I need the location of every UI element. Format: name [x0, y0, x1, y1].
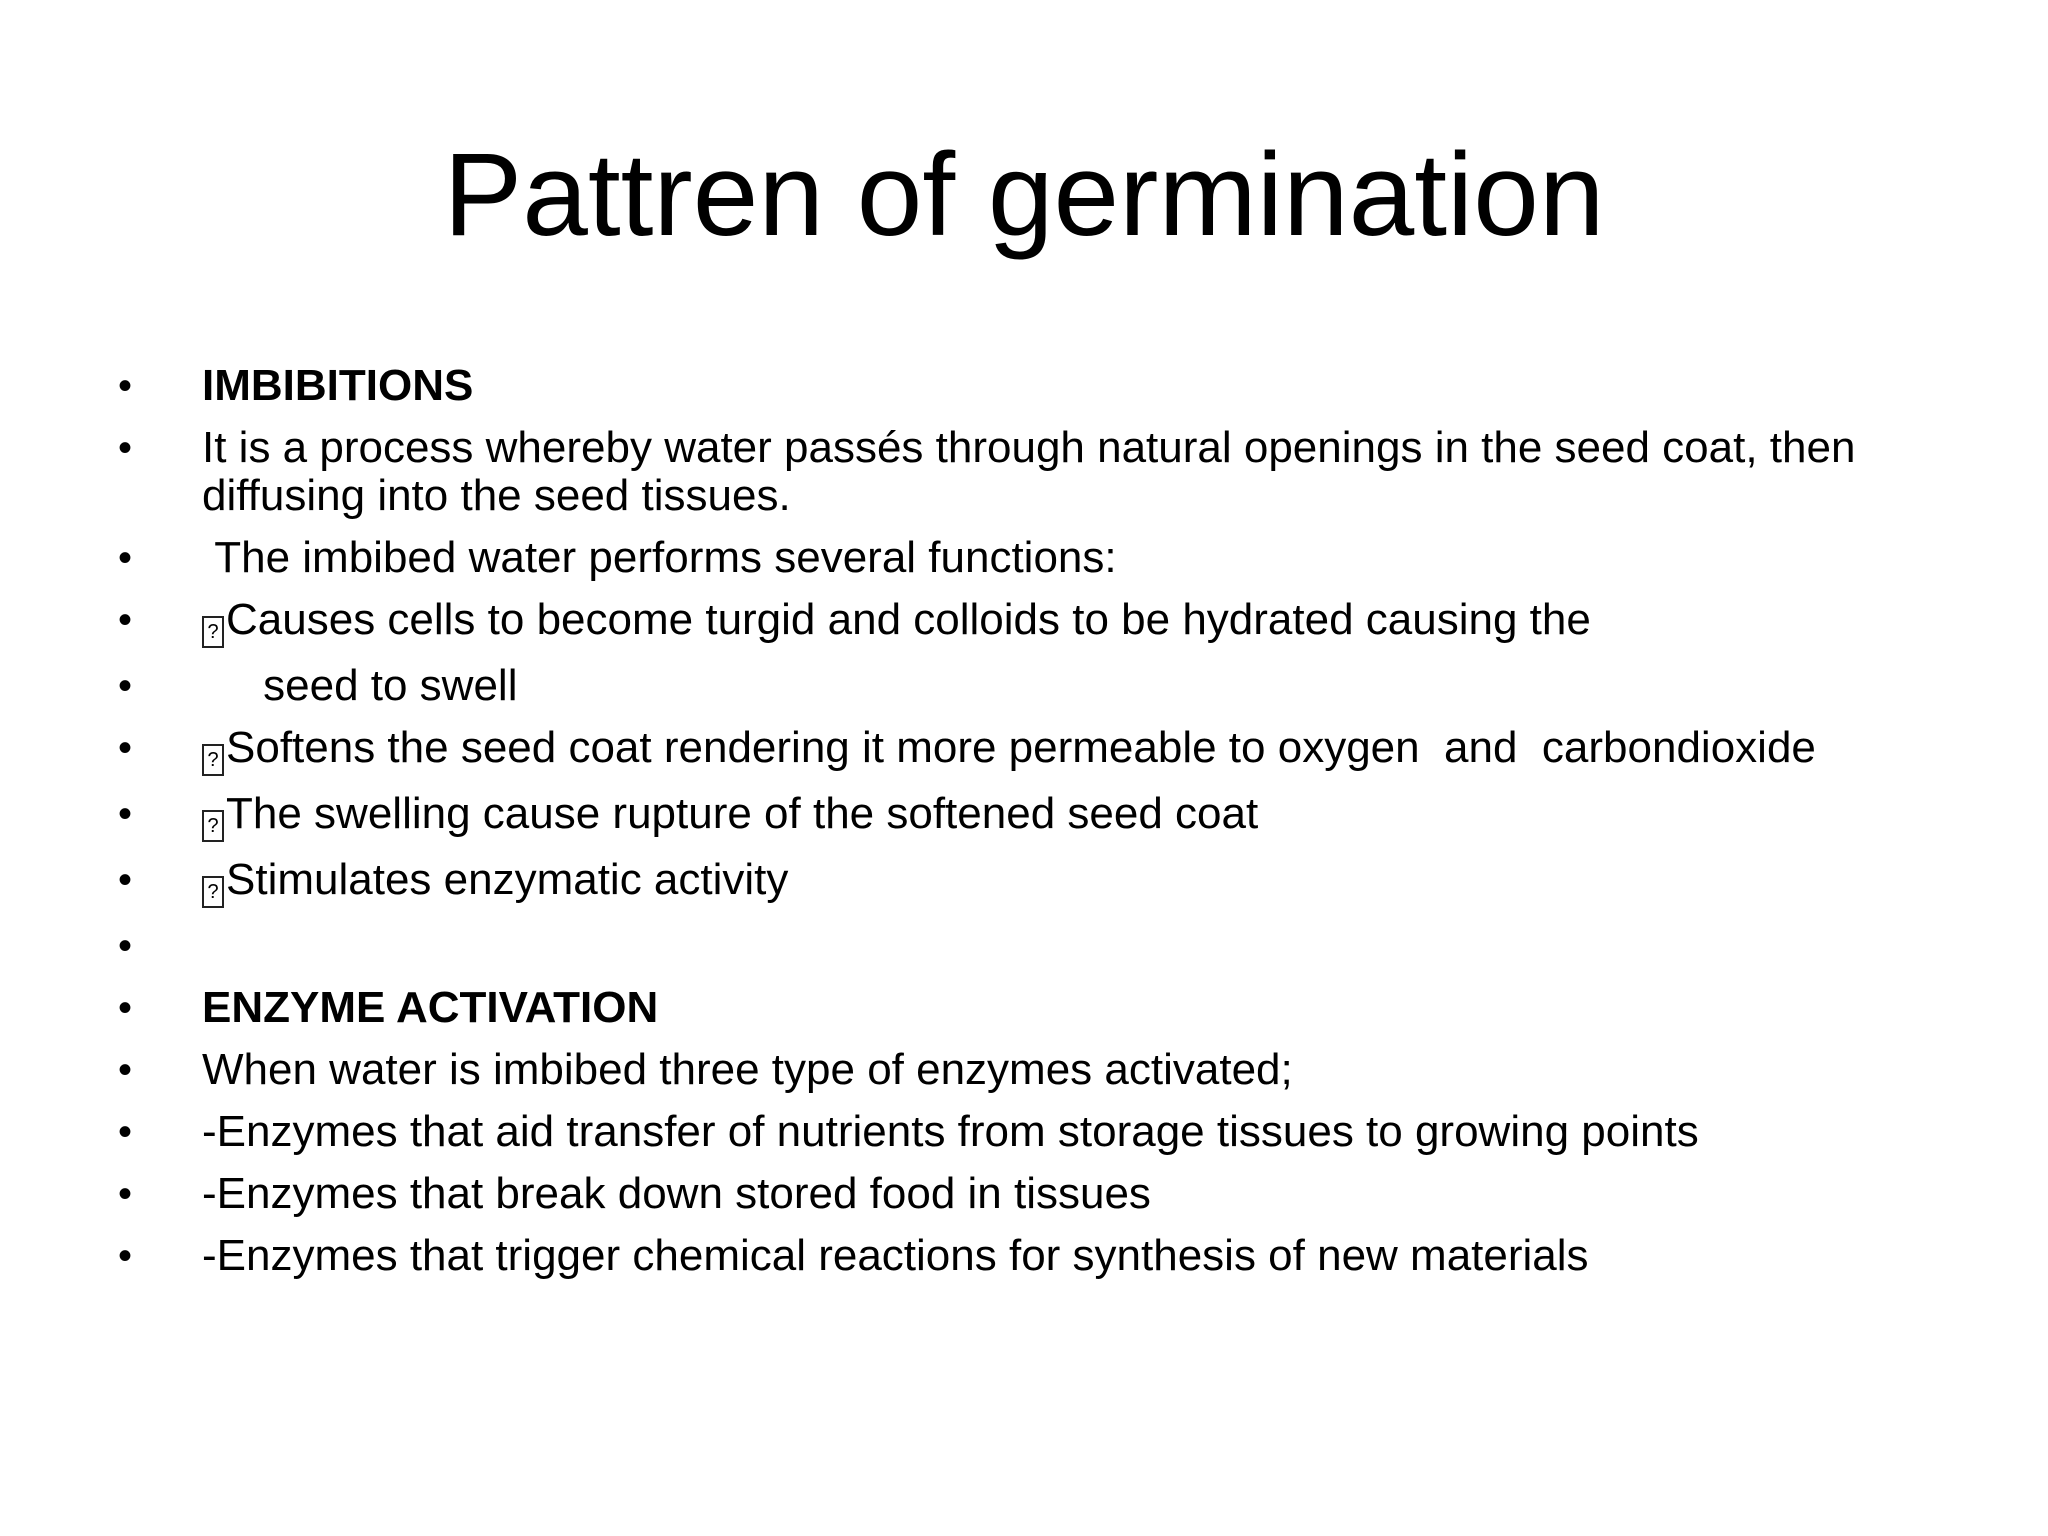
bullet-text: [202, 1170, 1978, 1218]
bullet-item: [118, 1170, 1978, 1218]
bullet-text: [202, 1232, 1978, 1280]
bullet-point-icon: •: [118, 536, 133, 580]
bullet-item: [118, 790, 1978, 842]
bullet-label: Causes cells to become turgid and colloids to be hydrated causing the: [226, 595, 1591, 644]
bullet-item: [118, 1046, 1978, 1094]
bullet-item: [118, 984, 1978, 1032]
bullet-item: [118, 534, 1978, 582]
bullet-point-icon: •: [118, 986, 133, 1030]
bullet-point-icon: •: [118, 924, 133, 968]
bullet-text: [202, 790, 1978, 842]
bullet-label: ENZYME ACTIVATION: [202, 983, 659, 1032]
bullet-point-icon: •: [118, 858, 133, 902]
slide-title: Pattren of germination: [443, 129, 1605, 261]
bullet-label: -Enzymes that trigger chemical reactions for synthesis of new materials: [202, 1231, 1589, 1280]
bullet-text: [202, 424, 1978, 520]
bullet-point-icon: •: [118, 364, 133, 408]
bullet-text: [202, 662, 1978, 710]
missing-glyph-icon: ?: [202, 744, 224, 776]
section-heading: [202, 362, 1978, 410]
bullet-item: [118, 856, 1978, 908]
bullet-text: [202, 856, 1978, 908]
bullet-point-icon: •: [118, 1172, 133, 1216]
bullet-label: It is a process whereby water passés through natural openings in the seed coat, then diffusing into the seed tissues.: [202, 423, 1868, 520]
bullet-label: -Enzymes that break down stored food in tissues: [202, 1169, 1151, 1218]
bullet-label: Softens the seed coat rendering it more permeable to oxygen and carbondioxide: [226, 723, 1816, 772]
bullet-label: When water is imbibed three type of enzymes activated;: [202, 1045, 1293, 1094]
bullet-point-icon: •: [118, 1234, 133, 1278]
bullet-label: -Enzymes that aid transfer of nutrients from storage tissues to growing points: [202, 1107, 1699, 1156]
bullet-item: [118, 922, 1978, 970]
bullet-label: IMBIBITIONS: [202, 361, 474, 410]
bullet-item: [118, 724, 1978, 776]
bullet-text: [202, 1108, 1978, 1156]
bullet-label: Stimulates enzymatic activity: [226, 855, 789, 904]
missing-glyph-icon: ?: [202, 810, 224, 842]
bullet-text: [202, 1046, 1978, 1094]
bullet-point-icon: •: [118, 1048, 133, 1092]
bullet-point-icon: •: [118, 664, 133, 708]
bullet-item: [118, 596, 1978, 648]
bullet-point-icon: •: [118, 598, 133, 642]
missing-glyph-icon: ?: [202, 616, 224, 648]
bullet-item: [118, 1232, 1978, 1280]
bullet-text: [202, 724, 1978, 776]
bullet-label: seed to swell: [202, 661, 518, 710]
bullet-point-icon: •: [118, 426, 133, 470]
missing-glyph-icon: ?: [202, 876, 224, 908]
bullet-text: [202, 534, 1978, 582]
bullet-point-icon: •: [118, 1110, 133, 1154]
bullet-item: [118, 362, 1978, 410]
bullet-label: The imbibed water performs several functions:: [202, 533, 1117, 582]
section-heading: [202, 984, 1978, 1032]
bullet-point-icon: •: [118, 726, 133, 770]
bullet-list: [118, 362, 1978, 1294]
bullet-label: The swelling cause rupture of the softened seed coat: [226, 789, 1259, 838]
bullet-item: [118, 662, 1978, 710]
bullet-point-icon: •: [118, 792, 133, 836]
bullet-item: [118, 424, 1978, 520]
bullet-text: [202, 596, 1978, 648]
bullet-item: [118, 1108, 1978, 1156]
